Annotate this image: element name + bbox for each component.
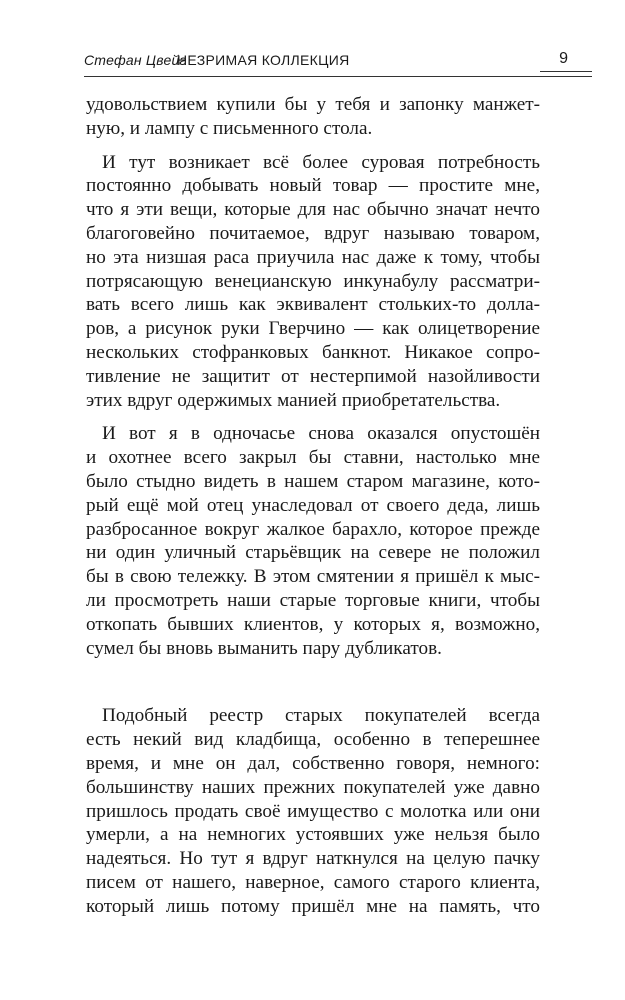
text-line: ни один уличный старьёвщик на севере не положил xyxy=(86,542,540,564)
text-line: удовольствием купили бы у тебя и запонку манжет- xyxy=(86,94,540,115)
page-header xyxy=(84,52,604,76)
text-line: потрясающую венецианскую инкунабулу рассматри- xyxy=(86,270,540,292)
text-line: бы в свою тележку. В этом смятении я пришёл к мыс- xyxy=(86,566,540,588)
running-head-author: Стефан Цвейг xyxy=(84,52,187,68)
text-line: тивление не защитит от нестерпимой назойливости xyxy=(86,365,540,387)
text-line: который лишь потому пришёл мне на память, что xyxy=(86,895,540,917)
text-line: писем от нашего, наверное, самого старого клиента, xyxy=(86,871,540,893)
text-line: было стыдно видеть в нашем старом магазине, кото- xyxy=(86,470,540,492)
text-line: сумел бы вновь выманить пару дубликатов. xyxy=(86,637,442,659)
text-line: есть некий вид кладбища, особенно в теперешнее xyxy=(86,729,540,751)
paragraph-4 xyxy=(86,704,540,728)
text-line: благоговейно почитаемое, вдруг называю товаром, xyxy=(86,222,540,244)
header-rule xyxy=(84,76,592,77)
paragraph-2 xyxy=(86,151,540,175)
page-number: 9 xyxy=(559,50,568,67)
text-line: рый ещё мой отец унаследовал от своего деда, лишь xyxy=(86,494,540,516)
text-line: что я эти вещи, которые для нас обычно значат нечто xyxy=(86,199,540,221)
text-line: большинству наших прежних покупателей уже давно xyxy=(86,776,540,798)
text-line: надеяться. Но тут я вдруг наткнулся на целую пачку xyxy=(86,848,540,870)
text-line: ли просмотреть наши старые торговые книги, чтобы xyxy=(86,589,540,611)
text-line: умерли, а на немногих устоявших уже нельзя было xyxy=(86,824,540,846)
paragraph-3 xyxy=(86,422,540,446)
text-line: ную, и лампу с письменного стола. xyxy=(86,117,373,139)
body-text xyxy=(86,93,540,919)
page-number-rule xyxy=(540,71,592,72)
paragraph-1 xyxy=(86,93,540,141)
text-line: но эта низшая раса приучила нас даже к тому, чтобы xyxy=(86,246,540,268)
text-line: вать всего лишь как эквивалент стольких-то долла- xyxy=(86,294,540,316)
text-line: постоянно добывать новый товар — простите мне, xyxy=(86,175,540,197)
text-line: и охотнее всего закрыл бы ставни, настолько мне xyxy=(86,447,540,469)
text-line: И тут возникает всё более суровая потребность xyxy=(102,151,540,173)
text-line: время, и мне он дал, собственно говоря, немного: xyxy=(86,752,540,774)
paragraph-4-body xyxy=(86,728,540,918)
text-line: пришлось продать своё имущество с молотка или они xyxy=(86,800,540,822)
text-line: этих вдруг одержимых манией приобретательства. xyxy=(86,389,501,411)
text-line: разбросанное вокруг жалкое барахло, которое прежде xyxy=(86,518,540,540)
paragraph-3-body xyxy=(86,446,540,660)
text-line: нескольких стофранковых банкнот. Никакое сопро- xyxy=(86,341,540,363)
text-line: откопать бывших клиентов, у которых я, возможно, xyxy=(86,613,540,635)
running-head-title: НЕЗРИМАЯ КОЛЛЕКЦИЯ xyxy=(177,52,350,68)
paragraph-2-body xyxy=(86,174,540,412)
text-line: Подобный реестр старых покупателей всегда xyxy=(102,705,540,727)
text-line: И вот я в одночасье снова оказался опустошён xyxy=(102,423,540,445)
text-line: ров, а рисунок руки Гверчино — как олицетворение xyxy=(86,318,540,340)
